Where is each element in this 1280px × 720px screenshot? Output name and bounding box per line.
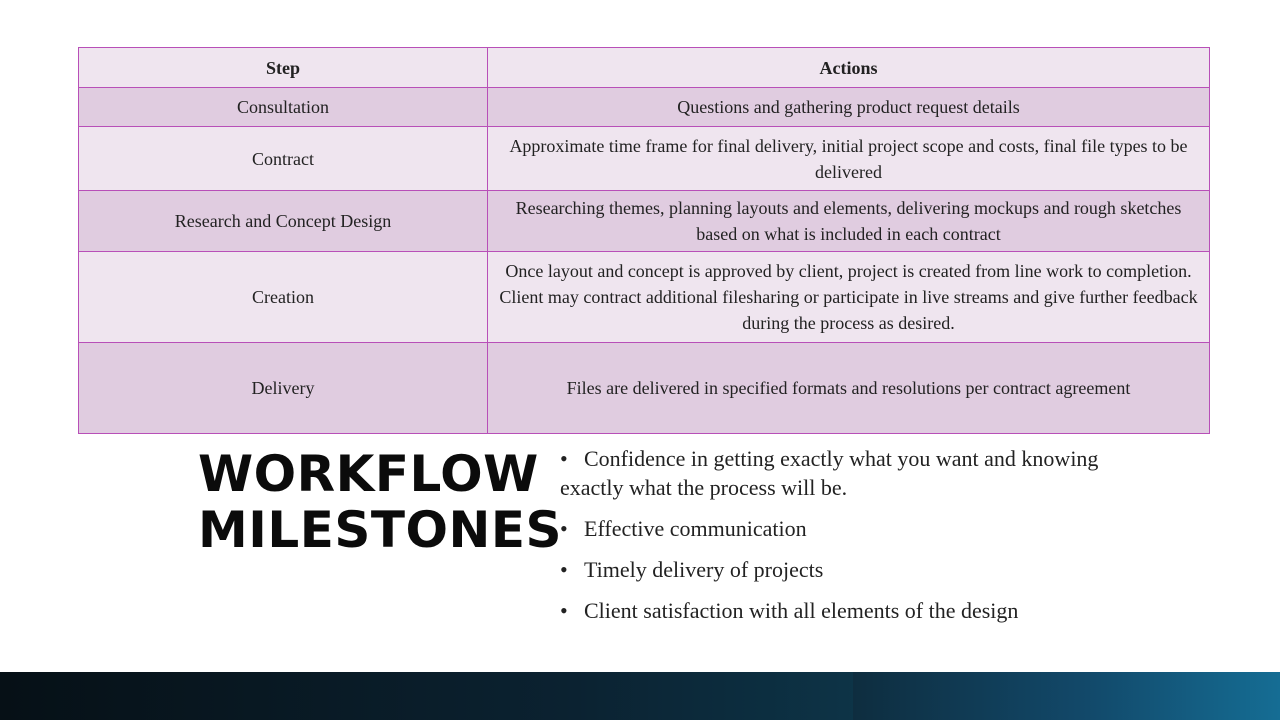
actions-cell: Approximate time frame for final delivery, initial project scope and costs, final file types to be delivered (488, 127, 1210, 191)
bullet-icon: • (560, 598, 568, 623)
benefits-list (560, 444, 1160, 637)
slide-title (198, 445, 563, 559)
table-row (79, 127, 1210, 191)
actions-cell: Once layout and concept is approved by client, project is created from line work to completion. Client may contract additional filesharing or participate in live streams and give further feedback during the process as desired. (488, 252, 1210, 343)
step-cell: Creation (79, 252, 488, 343)
step-cell: Delivery (79, 343, 488, 434)
actions-cell: Files are delivered in specified formats and resolutions per contract agreement (488, 343, 1210, 434)
list-item (560, 555, 1160, 584)
header-step: Step (79, 48, 488, 88)
header-actions: Actions (488, 48, 1210, 88)
table-row (79, 88, 1210, 127)
title-line-2: MILESTONES (198, 501, 563, 559)
bullet-icon: • (560, 446, 568, 471)
step-cell: Research and Concept Design (79, 191, 488, 252)
actions-cell: Researching themes, planning layouts and elements, delivering mockups and rough sketches based on what is included in each contract (488, 191, 1210, 252)
bullet-text: Timely delivery of projects (584, 557, 824, 582)
step-cell: Contract (79, 127, 488, 191)
step-cell: Consultation (79, 88, 488, 127)
bullet-icon: • (560, 557, 568, 582)
list-item (560, 514, 1160, 543)
bullet-icon: • (560, 516, 568, 541)
list-item (560, 444, 1160, 502)
bullet-text: Effective communication (584, 516, 807, 541)
table-row (79, 252, 1210, 343)
table-row (79, 343, 1210, 434)
list-item (560, 596, 1160, 625)
actions-cell: Questions and gathering product request details (488, 88, 1210, 127)
footer-accent-panel (853, 672, 1280, 720)
table-row (79, 191, 1210, 252)
workflow-table (78, 47, 1210, 434)
table-header-row (79, 48, 1210, 88)
bullet-text: Client satisfaction with all elements of the design (584, 598, 1019, 623)
footer-decoration (0, 672, 1280, 720)
bullet-text: Confidence in getting exactly what you want and knowing exactly what the process will be. (560, 446, 1099, 500)
title-line-1: WORKFLOW (198, 445, 539, 503)
